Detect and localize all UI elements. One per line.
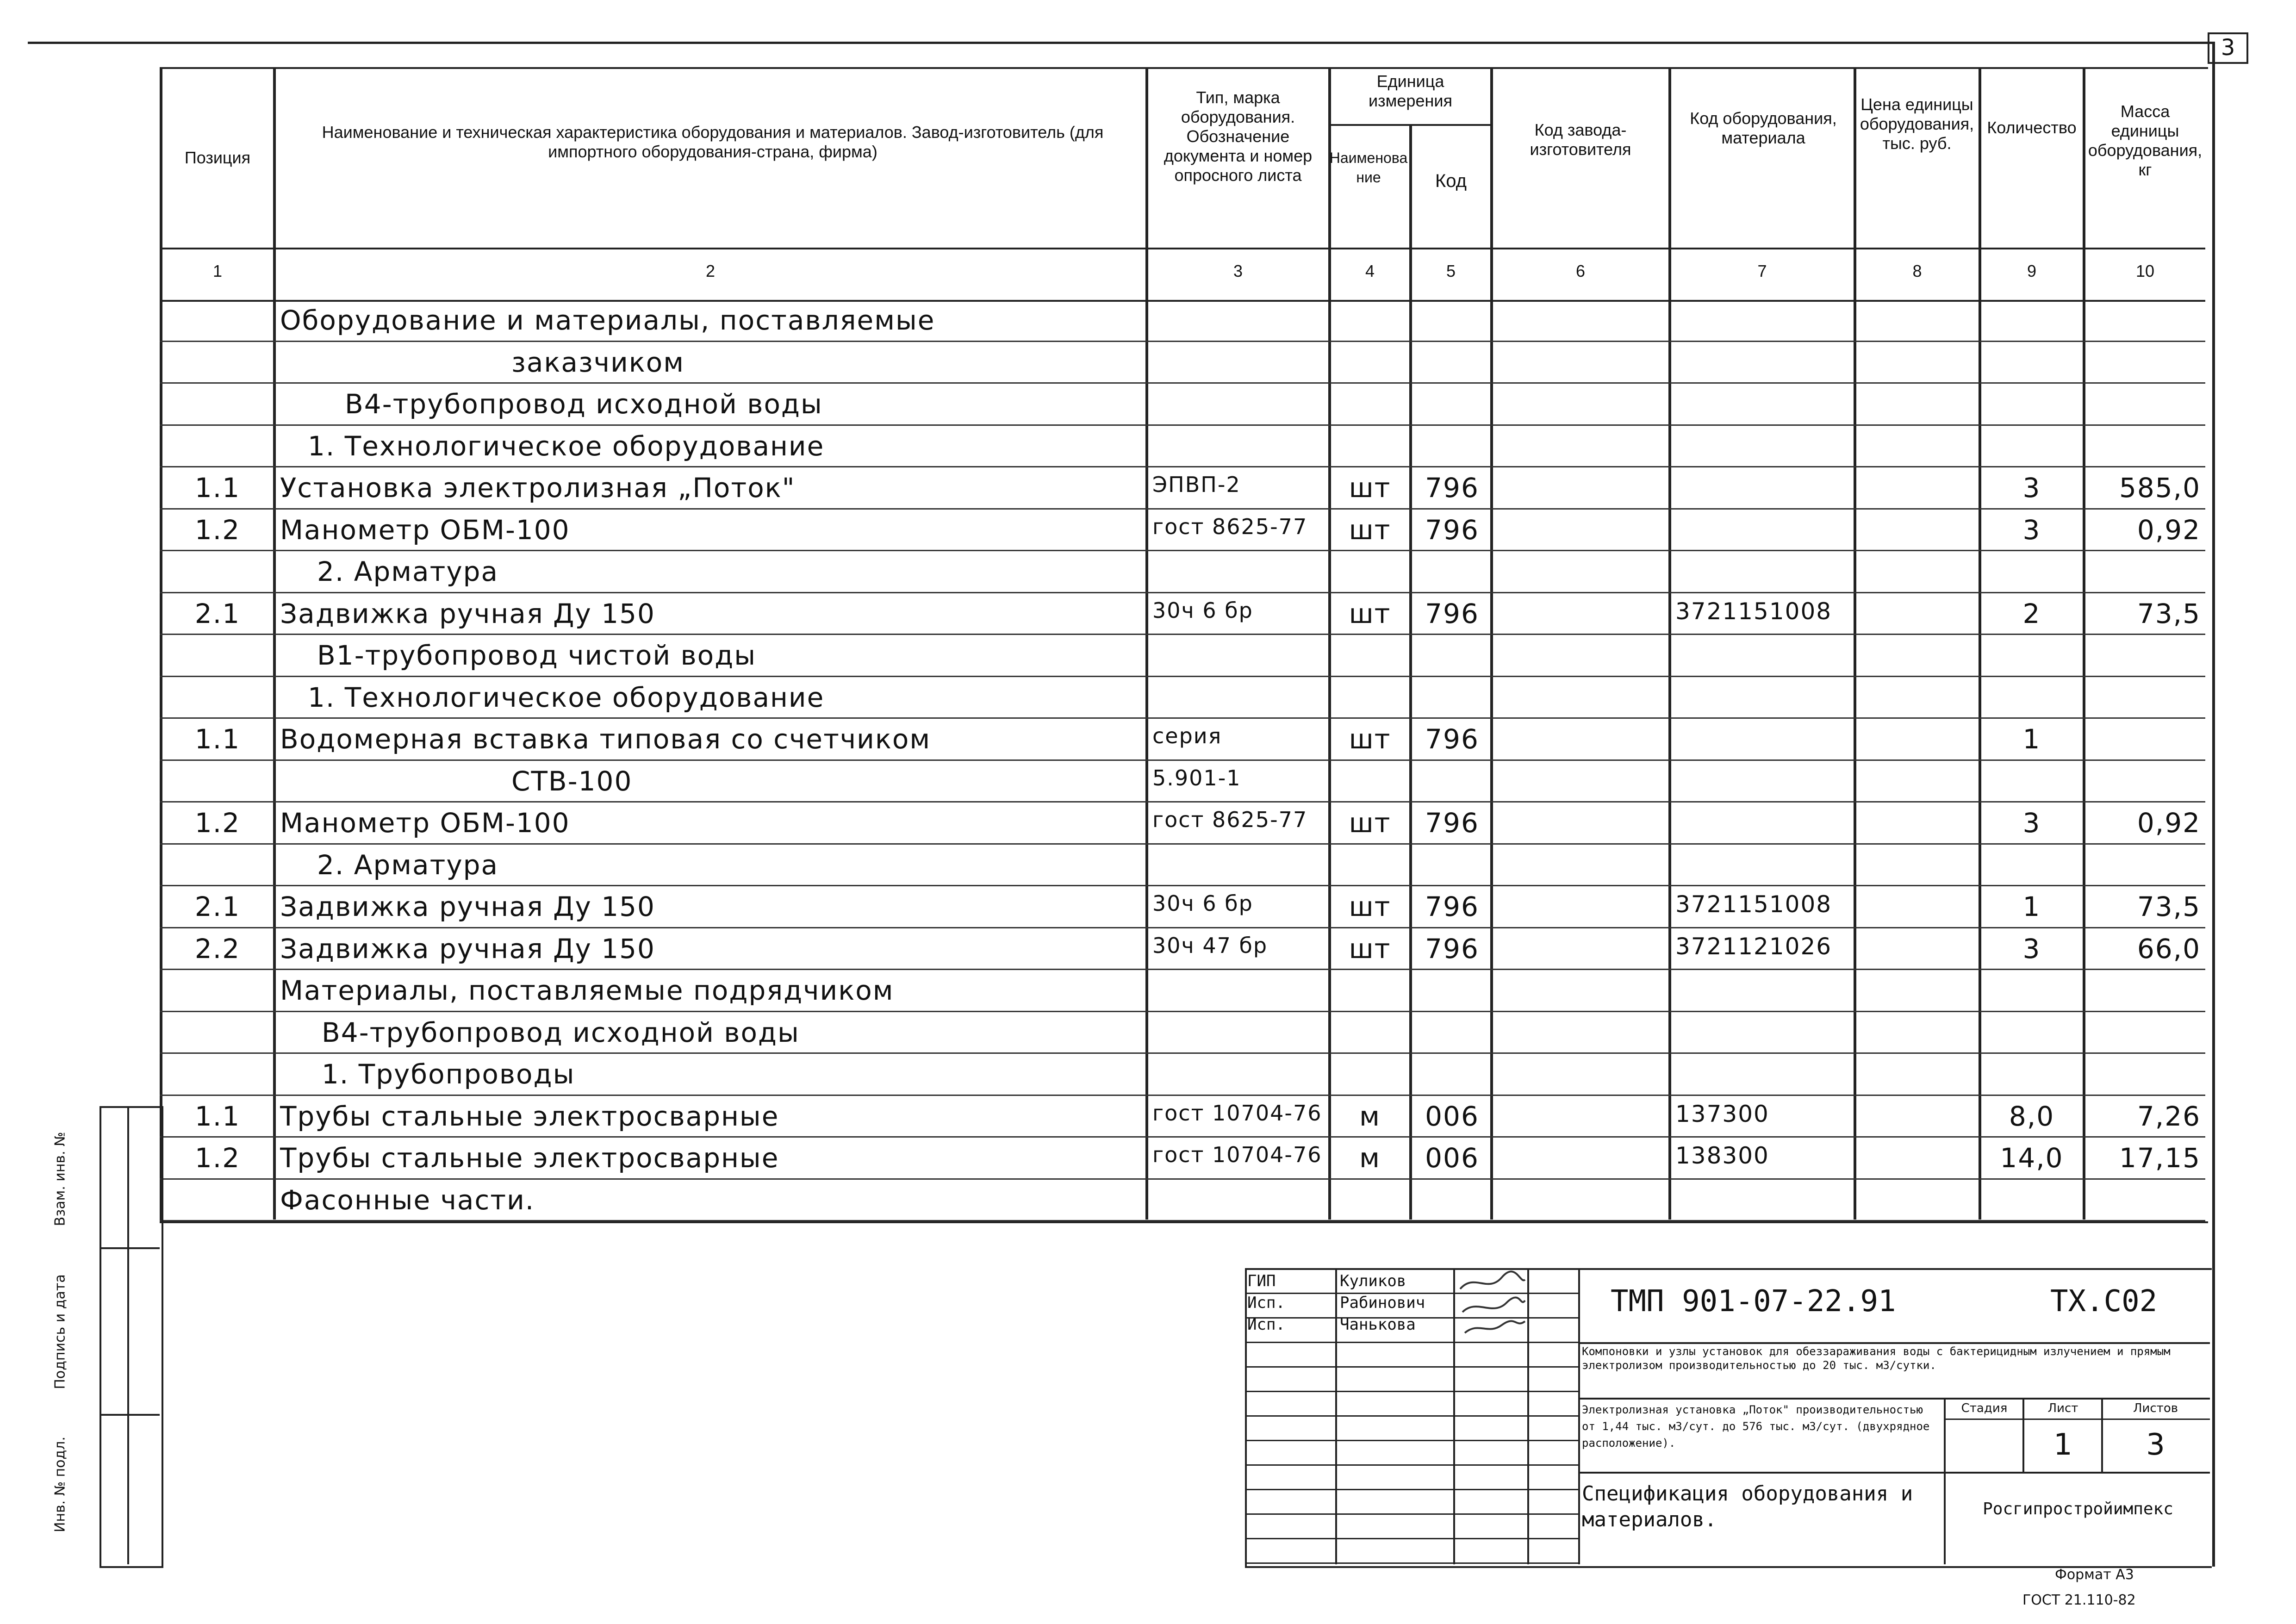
cell-name: Установка электролизная „Поток" bbox=[280, 472, 796, 504]
cell-name: Водомерная вставка типовая со счетчиком bbox=[280, 723, 931, 755]
cell-name: В4-трубопровод исходной воды bbox=[322, 1016, 800, 1048]
cell-unit-name: м bbox=[1359, 1142, 1381, 1174]
cell-name: Задвижка ручная Ду 150 bbox=[280, 933, 655, 964]
cell-position: 1.2 bbox=[194, 807, 241, 839]
cell-position: 1.1 bbox=[194, 1100, 241, 1132]
cell-type: серия bbox=[1152, 723, 1222, 748]
cell-unit-code: 796 bbox=[1425, 933, 1479, 964]
cell-type: 30ч 47 бр bbox=[1152, 933, 1268, 958]
side-stamp-replace: Взам. инв. № bbox=[52, 1132, 68, 1226]
cell-quantity: 3 bbox=[2022, 933, 2041, 964]
tb-line bbox=[1245, 1538, 1578, 1539]
cell-type: гост 8625-77 bbox=[1152, 807, 1308, 832]
tb-line bbox=[1578, 1342, 2210, 1344]
cell-material-code: 3721121026 bbox=[1675, 933, 1832, 960]
header-line bbox=[160, 248, 2205, 249]
cell-name: В4-трубопровод исходной воды bbox=[345, 388, 823, 420]
cell-name: Материалы, поставляемые подрядчиком bbox=[280, 975, 894, 1006]
side-stamp-line bbox=[100, 1414, 160, 1416]
cell-name: 1. Технологическое оборудование bbox=[308, 681, 825, 713]
header-quantity: Количество bbox=[1987, 118, 2077, 137]
col-number: 1 bbox=[212, 261, 223, 280]
cell-type: 30ч 6 бр bbox=[1152, 891, 1253, 916]
cell-name: В1-трубопровод чистой воды bbox=[317, 640, 757, 671]
cell-name: 1. Трубопроводы bbox=[322, 1058, 575, 1090]
cell-name: Задвижка ручная Ду 150 bbox=[280, 891, 655, 922]
cell-name: Задвижка ручная Ду 150 bbox=[280, 597, 655, 629]
col-number: 2 bbox=[705, 261, 716, 280]
side-stamp-line bbox=[100, 1247, 160, 1249]
col-number: 6 bbox=[1575, 261, 1586, 280]
cell-quantity: 3 bbox=[2022, 807, 2041, 839]
cell-name: 1. Технологическое оборудование bbox=[308, 430, 825, 462]
cell-position: 1.1 bbox=[194, 472, 241, 504]
tb-line bbox=[1578, 1398, 2210, 1400]
cell-position: 1.2 bbox=[194, 1142, 241, 1174]
side-stamp-sign: Подпись и дата bbox=[52, 1274, 68, 1389]
cell-name: Трубы стальные электросварные bbox=[280, 1142, 779, 1174]
cell-unit-code: 796 bbox=[1425, 891, 1479, 922]
cell-unit-name: шт bbox=[1349, 723, 1391, 755]
tb-line bbox=[1944, 1398, 1946, 1564]
cell-unit-name: м bbox=[1359, 1100, 1381, 1132]
table-row bbox=[160, 342, 2205, 384]
col-number: 4 bbox=[1365, 261, 1375, 280]
cell-material-code: 138300 bbox=[1675, 1142, 1769, 1169]
header-type: Тип, марка оборудования. Обозначение документа и номер опросного листа bbox=[1164, 88, 1313, 185]
tb-line bbox=[1944, 1419, 2210, 1420]
gost-label: ГОСТ 21.110-82 bbox=[2022, 1592, 2136, 1608]
tb-role: ГИП bbox=[1247, 1272, 1276, 1290]
col-number: 3 bbox=[1233, 261, 1243, 280]
cell-mass: 73,5 bbox=[2137, 891, 2201, 922]
sheets-label: Листов bbox=[2133, 1401, 2178, 1415]
side-stamp-inv: Инв. № подл. bbox=[52, 1437, 68, 1532]
cell-unit-code: 006 bbox=[1425, 1100, 1479, 1132]
cell-name: заказчиком bbox=[511, 346, 685, 378]
sheet-label: Лист bbox=[2047, 1401, 2078, 1415]
cell-material-code: 3721151008 bbox=[1675, 891, 1832, 918]
cell-name: Трубы стальные электросварные bbox=[280, 1100, 779, 1132]
cell-type: гост 10704-76 bbox=[1152, 1100, 1322, 1126]
cell-type: ЭПВП-2 bbox=[1152, 472, 1241, 497]
project-title: Компоновки и узлы установок для обеззараживания воды с бактерицидным излучением и прямым электролизом производительностью до 20 тыс. м3/сутки. bbox=[1582, 1345, 2171, 1372]
cell-name: СТВ-100 bbox=[511, 765, 633, 797]
cell-material-code: 137300 bbox=[1675, 1100, 1769, 1127]
cell-unit-code: 796 bbox=[1425, 472, 1479, 504]
header-line bbox=[1328, 124, 1490, 126]
cell-position: 2.2 bbox=[194, 933, 241, 964]
header-material-code: Код оборудования, материала bbox=[1690, 109, 1837, 147]
tb-line bbox=[1578, 1472, 2210, 1474]
sheet-code: ТХ.С02 bbox=[2050, 1284, 2158, 1319]
header-factory-code: Код завода-изготовителя bbox=[1530, 120, 1631, 159]
cell-quantity: 3 bbox=[2022, 514, 2041, 546]
cell-quantity: 1 bbox=[2022, 891, 2041, 922]
cell-type: 5.901-1 bbox=[1152, 765, 1241, 790]
cell-mass: 7,26 bbox=[2137, 1100, 2201, 1132]
cell-mass: 73,5 bbox=[2137, 597, 2201, 629]
stage-label: Стадия bbox=[1961, 1401, 2008, 1415]
cell-unit-name: шт bbox=[1349, 933, 1391, 964]
cell-unit-name: шт bbox=[1349, 807, 1391, 839]
signature-scribbles bbox=[1456, 1270, 1530, 1340]
tb-line bbox=[2101, 1398, 2103, 1472]
cell-unit-name: шт bbox=[1349, 891, 1391, 922]
cell-position: 1.1 bbox=[194, 723, 241, 755]
header-unit-group: Единица измерения bbox=[1369, 72, 1452, 110]
cell-mass: 66,0 bbox=[2137, 933, 2201, 964]
format-label: Формат А3 bbox=[2055, 1567, 2134, 1583]
cell-quantity: 2 bbox=[2022, 597, 2041, 629]
cell-mass: 17,15 bbox=[2119, 1142, 2201, 1174]
cell-unit-code: 796 bbox=[1425, 514, 1479, 546]
cell-quantity: 8,0 bbox=[2009, 1100, 2055, 1132]
tb-line bbox=[1245, 1464, 1578, 1466]
header-price: Цена единицы оборудования, тыс. руб. bbox=[1860, 95, 1974, 153]
header-mass: Масса единицы оборудования, кг bbox=[2088, 102, 2203, 179]
cell-unit-code: 796 bbox=[1425, 723, 1479, 755]
col-number: 5 bbox=[1446, 261, 1456, 280]
tb-line bbox=[2022, 1398, 2024, 1472]
tb-line bbox=[1245, 1366, 1578, 1368]
cell-mass: 585,0 bbox=[2119, 472, 2201, 504]
cell-position: 1.2 bbox=[194, 514, 241, 546]
tb-person: Куликов bbox=[1340, 1272, 1406, 1290]
tb-line bbox=[1245, 1342, 1578, 1343]
cell-type: 30ч 6 бр bbox=[1152, 597, 1253, 623]
tb-line bbox=[1245, 1489, 1578, 1490]
header-unit-code: Код bbox=[1435, 171, 1467, 191]
cell-name: Оборудование и материалы, поставляемые bbox=[280, 305, 935, 336]
sheet-value: 1 bbox=[2053, 1428, 2072, 1462]
col-number: 8 bbox=[1912, 261, 1922, 280]
cell-unit-name: шт bbox=[1349, 514, 1391, 546]
cell-mass: 0,92 bbox=[2137, 514, 2201, 546]
tb-line bbox=[1578, 1268, 1580, 1564]
doc-code: ТМП 901-07-22.91 bbox=[1611, 1284, 1896, 1319]
cell-name: 2. Арматура bbox=[317, 556, 499, 587]
header-position: Позиция bbox=[184, 148, 251, 167]
col-number: 7 bbox=[1757, 261, 1767, 280]
header-name: Наименование и техническая характеристика оборудования и материалов. Завод-изготовитель (для импортного оборудования-страна, фирма) bbox=[322, 123, 1104, 161]
tb-line bbox=[1245, 1440, 1578, 1441]
page-number: 3 bbox=[2208, 32, 2248, 64]
side-stamp bbox=[100, 1106, 163, 1568]
cell-name: 2. Арматура bbox=[317, 849, 499, 881]
cell-quantity: 1 bbox=[2022, 723, 2041, 755]
side-stamp-line bbox=[127, 1106, 129, 1564]
cell-type: гост 8625-77 bbox=[1152, 514, 1308, 539]
cell-position: 2.1 bbox=[194, 891, 241, 922]
cell-name: Манометр ОБМ-100 bbox=[280, 514, 570, 546]
cell-name: Фасонные части. bbox=[280, 1184, 535, 1216]
header-unit-name: Наименование bbox=[1329, 149, 1408, 186]
tb-line bbox=[1245, 1391, 1578, 1392]
cell-unit-name: шт bbox=[1349, 597, 1391, 629]
tb-role: Исп. bbox=[1247, 1294, 1285, 1312]
tb-person: Чанькова bbox=[1340, 1315, 1416, 1334]
cell-mass: 0,92 bbox=[2137, 807, 2201, 839]
tb-line bbox=[1245, 1562, 1578, 1564]
object-title: Электролизная установка „Поток" производительностью от 1,44 тыс. м3/сут. до 576 тыс. м3/сут. (двухрядное расположение). bbox=[1582, 1403, 1930, 1450]
doc-title: Спецификация оборудования и материалов. bbox=[1582, 1482, 1913, 1531]
cell-unit-code: 796 bbox=[1425, 597, 1479, 629]
cell-unit-code: 006 bbox=[1425, 1142, 1479, 1174]
tb-line bbox=[1245, 1513, 1578, 1515]
sheets-value: 3 bbox=[2146, 1428, 2165, 1462]
cell-quantity: 14,0 bbox=[2000, 1142, 2064, 1174]
tb-role: Исп. bbox=[1247, 1315, 1285, 1334]
tb-line bbox=[1245, 1415, 1578, 1417]
cell-type: гост 10704-76 bbox=[1152, 1142, 1322, 1167]
tb-person: Рабинович bbox=[1340, 1294, 1425, 1312]
cell-unit-code: 796 bbox=[1425, 807, 1479, 839]
cell-quantity: 3 bbox=[2022, 472, 2041, 504]
organization: Росгипростройимпекс bbox=[1983, 1500, 2173, 1518]
col-number: 10 bbox=[2135, 261, 2155, 280]
col-number: 9 bbox=[2027, 261, 2037, 280]
cell-unit-name: шт bbox=[1349, 472, 1391, 504]
cell-position: 2.1 bbox=[194, 597, 241, 629]
cell-material-code: 3721151008 bbox=[1675, 597, 1832, 625]
cell-name: Манометр ОБМ-100 bbox=[280, 807, 570, 839]
